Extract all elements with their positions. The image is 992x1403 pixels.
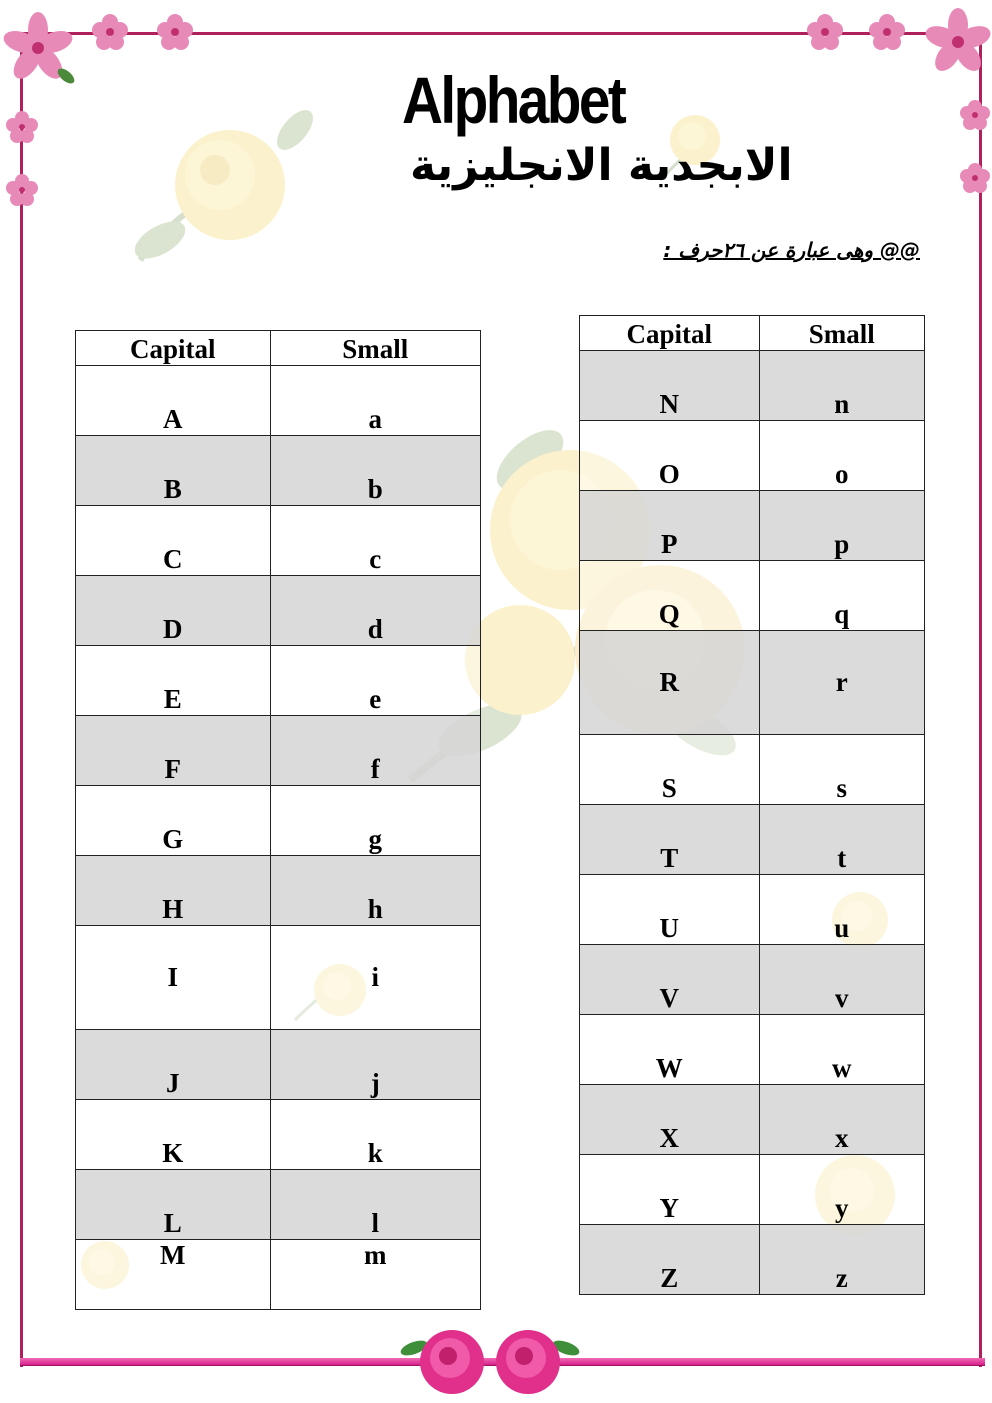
frame-right-border: [979, 32, 982, 1367]
capital-letter: Z: [580, 1225, 760, 1295]
small-letter: h: [270, 856, 480, 926]
page-title: Alphabet: [402, 63, 625, 137]
background-rose-icon: [120, 90, 320, 280]
capital-letter: Y: [580, 1155, 760, 1225]
capital-letter: Q: [580, 561, 760, 631]
capital-letter: W: [580, 1015, 760, 1085]
pink-flower-icon: [955, 95, 992, 135]
capital-letter: S: [580, 735, 760, 805]
table-row: [580, 561, 925, 631]
table-row: [580, 805, 925, 875]
table-row: [76, 1100, 481, 1170]
small-letter: f: [270, 716, 480, 786]
capital-letter: X: [580, 1085, 760, 1155]
column-header-capital: Capital: [580, 316, 760, 351]
small-letter: a: [270, 366, 480, 436]
small-letter: d: [270, 576, 480, 646]
capital-letter: A: [76, 366, 271, 436]
table-row: [580, 1155, 925, 1225]
table-row: [76, 576, 481, 646]
table-row: [580, 1225, 925, 1295]
small-letter: q: [759, 561, 925, 631]
capital-letter: H: [76, 856, 271, 926]
small-letter: z: [759, 1225, 925, 1295]
small-letter: e: [270, 646, 480, 716]
table-row: [580, 1015, 925, 1085]
subtitle: @@ وهى عبارة عن ٢٦حرف :: [663, 238, 920, 262]
capital-letter: N: [580, 351, 760, 421]
pink-flower-icon: [0, 168, 45, 213]
column-header-small: Small: [759, 316, 925, 351]
capital-letter: F: [76, 716, 271, 786]
column-header-capital: Capital: [76, 331, 271, 366]
small-letter: b: [270, 436, 480, 506]
table-row: [76, 1240, 481, 1310]
table-row: [580, 875, 925, 945]
pink-flower-icon: [955, 158, 992, 198]
pink-roses-icon: [400, 1326, 580, 1398]
table-row: [76, 926, 481, 1030]
table-row: [580, 735, 925, 805]
capital-letter: L: [76, 1170, 271, 1240]
pink-flower-icon: [85, 10, 135, 55]
small-letter: s: [759, 735, 925, 805]
capital-letter: O: [580, 421, 760, 491]
table-row: [580, 945, 925, 1015]
table-header-row: [580, 316, 925, 351]
pink-flower-icon: [150, 10, 200, 55]
table-row: [580, 421, 925, 491]
small-letter: n: [759, 351, 925, 421]
capital-letter: U: [580, 875, 760, 945]
pink-flower-icon: [0, 105, 45, 150]
small-letter: o: [759, 421, 925, 491]
small-letter: m: [270, 1240, 480, 1310]
table-row: [76, 856, 481, 926]
table-row: [76, 506, 481, 576]
pink-flower-icon: [0, 0, 80, 100]
small-letter: y: [759, 1155, 925, 1225]
table-row: [580, 1085, 925, 1155]
capital-letter: J: [76, 1030, 271, 1100]
page-title-arabic: الابجدية الانجليزية: [410, 140, 793, 191]
table-row: [76, 1030, 481, 1100]
capital-letter: T: [580, 805, 760, 875]
capital-letter: E: [76, 646, 271, 716]
small-letter: l: [270, 1170, 480, 1240]
small-letter: v: [759, 945, 925, 1015]
table-row: [76, 1170, 481, 1240]
capital-letter: K: [76, 1100, 271, 1170]
capital-letter: V: [580, 945, 760, 1015]
capital-letter: B: [76, 436, 271, 506]
small-letter: i: [270, 926, 480, 1030]
capital-letter: I: [76, 926, 271, 1030]
capital-letter: D: [76, 576, 271, 646]
table-row: [76, 366, 481, 436]
small-letter: p: [759, 491, 925, 561]
table-header-row: [76, 331, 481, 366]
frame-left-border: [20, 32, 23, 1367]
small-letter: x: [759, 1085, 925, 1155]
alphabet-table-left: [75, 330, 481, 1310]
small-letter: r: [759, 631, 925, 735]
table-row: [76, 716, 481, 786]
capital-letter: C: [76, 506, 271, 576]
pink-flower-icon: [862, 10, 912, 55]
alphabet-table-right: [579, 315, 925, 1295]
table-row: [76, 436, 481, 506]
pink-flower-icon: [800, 10, 850, 55]
column-header-small: Small: [270, 331, 480, 366]
small-letter: g: [270, 786, 480, 856]
small-letter: t: [759, 805, 925, 875]
small-letter: w: [759, 1015, 925, 1085]
table-row: [76, 646, 481, 716]
table-row: [580, 491, 925, 561]
table-row: [76, 786, 481, 856]
pink-flower-icon: [918, 0, 992, 90]
capital-letter: P: [580, 491, 760, 561]
table-row: [580, 631, 925, 735]
table-row: [580, 351, 925, 421]
capital-letter: M: [76, 1240, 271, 1310]
small-letter: j: [270, 1030, 480, 1100]
capital-letter: G: [76, 786, 271, 856]
small-letter: c: [270, 506, 480, 576]
small-letter: u: [759, 875, 925, 945]
small-letter: k: [270, 1100, 480, 1170]
capital-letter: R: [580, 631, 760, 735]
